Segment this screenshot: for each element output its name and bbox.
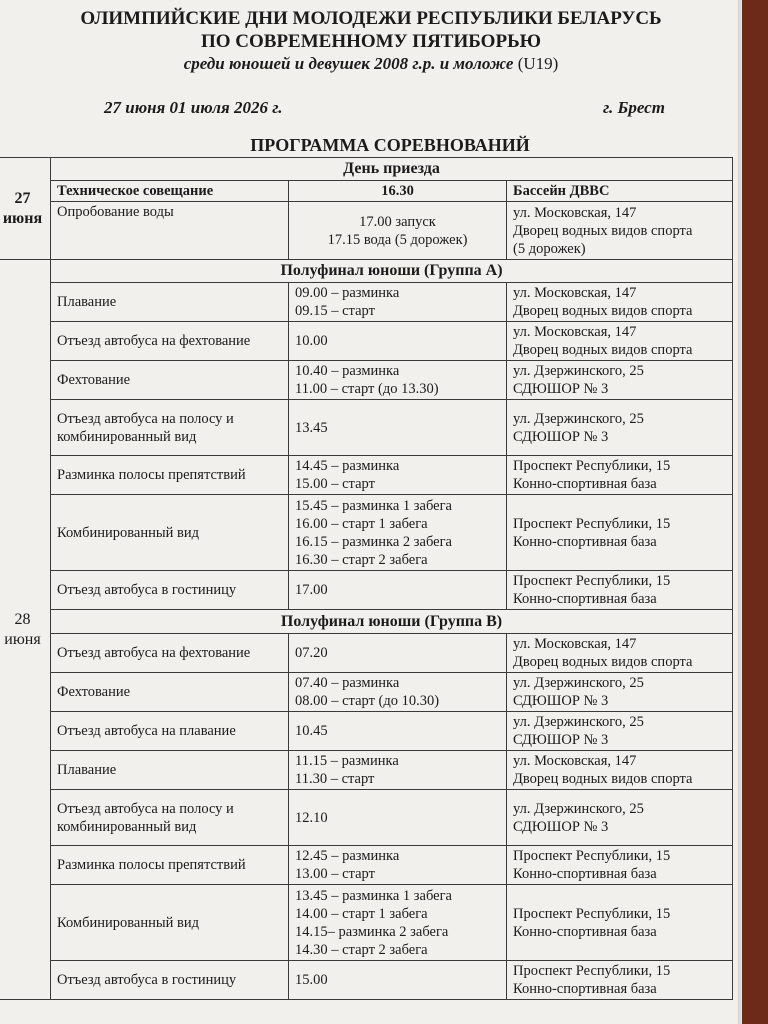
group-b-item-place	[507, 961, 733, 1000]
group-a-item-time-line: 10.00	[295, 333, 328, 349]
group-b-item-time-line: 14.15– разминка 2 забега	[295, 923, 449, 940]
group-b-item-place-line: ул. Дзержинского, 25	[513, 800, 644, 817]
group-b-item-time	[289, 673, 507, 712]
group-b-item-time-line: 08.00 – старт (до 10.30)	[295, 693, 440, 709]
group-b-item-place	[507, 751, 733, 790]
day1-header-row	[0, 181, 733, 202]
group-a-item-row	[0, 361, 733, 400]
group-b-item-time-line: 12.45 – разминка	[295, 848, 400, 864]
group-a-item-time-line: 11.00 – старт (до 13.30)	[295, 381, 439, 397]
group-a-item-time-line: 16.30 – старт 2 забега	[295, 551, 428, 568]
group-a-item-row	[0, 571, 733, 610]
group-b-item-time	[289, 712, 507, 751]
group-a-item-place	[507, 322, 733, 361]
document-subtitle	[0, 54, 742, 74]
group-b-item-place-line: Дворец водных видов спорта	[513, 771, 693, 787]
day1-number: 27	[14, 189, 31, 207]
tech-meeting-event: Техническое совещание	[51, 181, 289, 202]
group-b-item-place-line: Конно-спортивная база	[513, 923, 657, 940]
water-test-place	[507, 202, 733, 260]
group-a-section-row	[0, 260, 733, 283]
group-b-item-row	[0, 961, 733, 1000]
day1-month: июня	[2, 209, 43, 227]
day2-date-cell	[0, 260, 51, 1000]
group-b-item-event: Разминка полосы препятствий	[51, 846, 289, 885]
subtitle-text: среди юношей и девушек 2008 г.р. и моложе	[183, 54, 514, 73]
group-a-item-time-line: 17.00	[295, 582, 328, 598]
group-a-item-place	[507, 400, 733, 456]
group-b-item-place-line: СДЮШОР № 3	[513, 818, 609, 835]
age-category-tag: (U19)	[517, 54, 559, 73]
group-a-item-place-line: ул. Дзержинского, 25	[513, 363, 644, 379]
day2-number: 28	[14, 610, 31, 628]
schedule-body	[0, 158, 733, 1000]
group-a-item-row	[0, 495, 733, 571]
group-a-item-row	[0, 456, 733, 495]
group-a-item-place-line: Конно-спортивная база	[513, 476, 657, 492]
group-b-item-place-line: ул. Московская, 147	[513, 753, 637, 769]
group-a-item-place	[507, 456, 733, 495]
group-b-item-place-line: СДЮШОР № 3	[513, 693, 609, 709]
paper-edge-shadow	[738, 0, 742, 1024]
group-a-item-place-line: ул. Московская, 147	[513, 324, 637, 340]
tech-meeting-place: Бассейн ДВВС	[507, 181, 733, 202]
group-a-item-place-line: Дворец водных видов спорта	[513, 303, 693, 319]
group-b-item-event: Отъезд автобуса на полосу и комбинированный вид	[51, 790, 289, 846]
group-b-item-time-line: 12.10	[295, 809, 328, 826]
group-a-item-time-line: 15.45 – разминка 1 забега	[295, 497, 452, 514]
group-b-item-place	[507, 790, 733, 846]
group-a-item-time-line: 16.15 – разминка 2 забега	[295, 533, 452, 550]
group-a-item-event: Отъезд автобуса на полосу и комбинированный вид	[51, 400, 289, 456]
group-b-item-time-line: 15.00	[295, 972, 328, 988]
group-b-item-row	[0, 790, 733, 846]
group-b-item-place	[507, 673, 733, 712]
group-b-section-title: Полуфинал юноши (Группа В)	[51, 610, 733, 634]
group-b-item-place-line: Дворец водных видов спорта	[513, 654, 693, 670]
water-test-place-line2: Дворец водных видов спорта	[513, 222, 693, 239]
group-b-item-time	[289, 790, 507, 846]
group-a-item-time-line: 13.45	[295, 419, 328, 436]
group-a-item-place-line: СДЮШОР № 3	[513, 428, 609, 445]
group-a-item-time-line: 09.15 – старт	[295, 303, 375, 319]
group-b-item-row	[0, 712, 733, 751]
group-a-item-time	[289, 400, 507, 456]
group-b-item-place-line: СДЮШОР № 3	[513, 732, 609, 748]
group-a-item-row	[0, 400, 733, 456]
group-a-item-place	[507, 283, 733, 322]
group-b-item-time-line: 14.30 – старт 2 забега	[295, 941, 428, 958]
group-a-item-place-line: ул. Московская, 147	[513, 285, 637, 301]
group-a-item-row	[0, 283, 733, 322]
tech-meeting-time: 16.30	[289, 181, 507, 202]
group-b-item-place-line: Конно-спортивная база	[513, 866, 657, 882]
day2-month: июня	[4, 630, 41, 648]
day1-section-row	[0, 158, 733, 181]
group-a-item-place-line: ул. Дзержинского, 25	[513, 410, 644, 427]
group-a-item-place-line: Конно-спортивная база	[513, 591, 657, 607]
group-a-item-time	[289, 283, 507, 322]
document-title-line2: ПО СОВРЕМЕННОМУ ПЯТИБОРЬЮ	[200, 31, 542, 52]
group-b-item-event: Отъезд автобуса на фехтование	[51, 634, 289, 673]
group-a-item-time-line: 16.00 – старт 1 забега	[295, 515, 428, 532]
group-a-item-time	[289, 571, 507, 610]
schedule-table-wrapper	[0, 157, 732, 1000]
document-title-line1: ОЛИМПИЙСКИЕ ДНИ МОЛОДЕЖИ РЕСПУБЛИКИ БЕЛАРУСЬ	[80, 8, 662, 29]
group-b-item-place-line: Конно-спортивная база	[513, 981, 657, 997]
day1-water-row	[0, 202, 733, 260]
group-a-item-place	[507, 361, 733, 400]
group-b-item-row	[0, 634, 733, 673]
group-b-item-place-line: Проспект Республики, 15	[513, 848, 671, 864]
day1-date-cell	[0, 158, 51, 260]
water-test-place-line3: (5 дорожек)	[513, 240, 586, 257]
group-a-item-place-line: Проспект Республики, 15	[513, 515, 671, 532]
group-b-item-time-line: 13.00 – старт	[295, 866, 375, 882]
group-a-item-event: Комбинированный вид	[51, 495, 289, 571]
group-b-item-time-line: 13.45 – разминка 1 забега	[295, 887, 452, 904]
schedule-table	[0, 157, 733, 1000]
group-a-item-event: Фехтование	[51, 361, 289, 400]
group-b-item-time	[289, 751, 507, 790]
group-b-item-row	[0, 751, 733, 790]
group-b-item-event: Отъезд автобуса на плавание	[51, 712, 289, 751]
group-a-item-time-line: 09.00 – разминка	[295, 285, 400, 301]
group-b-item-event: Комбинированный вид	[51, 885, 289, 961]
group-a-item-time-line: 15.00 – старт	[295, 476, 375, 492]
group-a-item-time	[289, 361, 507, 400]
group-b-item-place-line: ул. Дзержинского, 25	[513, 714, 644, 730]
group-a-item-place-line: Проспект Республики, 15	[513, 458, 671, 474]
group-b-item-event: Плавание	[51, 751, 289, 790]
group-b-item-place	[507, 885, 733, 961]
group-b-item-time-line: 07.40 – разминка	[295, 675, 400, 691]
group-b-item-place-line: Проспект Республики, 15	[513, 963, 671, 979]
group-b-item-time-line: 14.00 – старт 1 забега	[295, 905, 428, 922]
group-b-item-place	[507, 846, 733, 885]
group-a-item-place-line: Дворец водных видов спорта	[513, 342, 693, 358]
water-test-event: Опробование воды	[51, 202, 289, 260]
group-b-item-time	[289, 846, 507, 885]
group-a-item-place-line: Конно-спортивная база	[513, 533, 657, 550]
group-a-item-time	[289, 495, 507, 571]
group-b-item-time	[289, 885, 507, 961]
group-a-item-row	[0, 322, 733, 361]
group-b-item-time	[289, 634, 507, 673]
group-a-item-place	[507, 495, 733, 571]
group-a-item-place	[507, 571, 733, 610]
event-dates: 27 июня 01 июля 2026 г.	[104, 98, 283, 117]
group-b-item-place	[507, 634, 733, 673]
group-b-item-row	[0, 673, 733, 712]
water-test-time-line1: 17.00 запуск	[359, 213, 436, 230]
group-b-item-time-line: 11.15 – разминка	[295, 753, 399, 769]
program-title: ПРОГРАММА СОРЕВНОВАНИЙ	[250, 135, 530, 155]
group-b-item-time	[289, 961, 507, 1000]
group-a-item-place-line: СДЮШОР № 3	[513, 381, 609, 397]
water-test-place-line1: ул. Московская, 147	[513, 204, 637, 221]
group-a-item-event: Отъезд автобуса в гостиницу	[51, 571, 289, 610]
group-b-item-event: Отъезд автобуса в гостиницу	[51, 961, 289, 1000]
group-b-item-row	[0, 885, 733, 961]
group-b-item-time-line: 07.20	[295, 645, 328, 661]
group-a-item-event: Отъезд автобуса на фехтование	[51, 322, 289, 361]
group-a-section-title: Полуфинал юноши (Группа А)	[51, 260, 733, 283]
event-city: г. Брест	[603, 98, 665, 117]
group-b-item-place-line: Проспект Республики, 15	[513, 905, 671, 922]
group-b-item-place	[507, 712, 733, 751]
group-b-item-event: Фехтование	[51, 673, 289, 712]
water-test-time-line2: 17.15 вода (5 дорожек)	[327, 231, 468, 248]
group-b-item-time-line: 11.30 – старт	[295, 771, 375, 787]
group-b-item-row	[0, 846, 733, 885]
group-a-item-place-line: Проспект Республики, 15	[513, 573, 671, 589]
group-b-item-place-line: ул. Дзержинского, 25	[513, 675, 644, 691]
group-a-item-time-line: 10.40 – разминка	[295, 363, 400, 379]
group-b-section-row	[0, 610, 733, 634]
water-test-time	[289, 202, 507, 260]
group-a-item-event: Разминка полосы препятствий	[51, 456, 289, 495]
group-b-item-time-line: 10.45	[295, 723, 328, 739]
group-b-item-place-line: ул. Московская, 147	[513, 636, 637, 652]
day1-section-title: День приезда	[51, 158, 733, 181]
group-a-item-time	[289, 322, 507, 361]
group-a-item-time	[289, 456, 507, 495]
group-a-item-time-line: 14.45 – разминка	[295, 458, 400, 474]
group-a-item-event: Плавание	[51, 283, 289, 322]
